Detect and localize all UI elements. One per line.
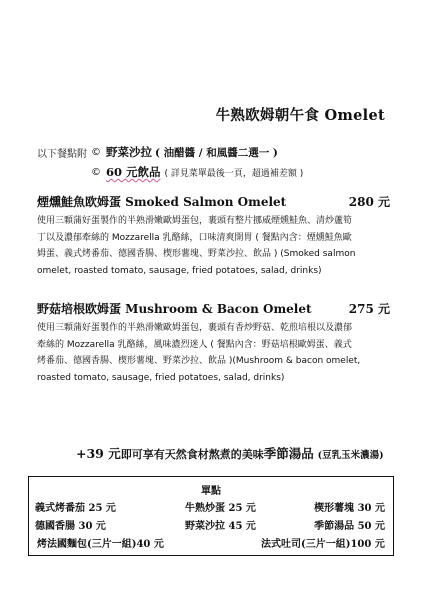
- bullet-mark-icon: ©: [91, 146, 101, 158]
- dish-price: 280 元: [348, 194, 390, 209]
- a-la-carte-box: [28, 476, 394, 556]
- dish-description: 使用三顆蒲好蛋製作的半熟滑嫩歐姆蛋包，裹頭有香炒野菇、乾煎培根以及濃郁 牽絲的 Mozzarella 乳酪絲，風味濃烈迷人 ( 餐點內含：野菇培根歐姆蛋、義式 烤番茄、德國香腸、楔形薯塊、野菜沙拉、飲品 )(Mushroom & bacon omelet, roasted tomato, sausage, fried potatoes, salad, drinks): [37, 323, 361, 383]
- soup-upgrade-price: +39 元: [76, 446, 121, 461]
- soup-upgrade-flavor: (豆乳玉米濃湯): [317, 450, 384, 461]
- included-salad: 野菜沙拉: [106, 145, 152, 159]
- page-title: 牛熟欧姆朝午食 Omelet: [215, 107, 385, 124]
- a-la-carte-item: 季節湯品 50 元: [314, 521, 385, 532]
- soup-upgrade-note: +39 元即可享有天然食材熬煮的美味季節湯品 (豆乳玉米濃湯): [76, 446, 384, 461]
- dish-price: 275 元: [348, 301, 390, 316]
- included-label: 以下餐點附: [37, 148, 87, 160]
- soup-upgrade-highlight: 季節湯品: [263, 446, 314, 461]
- dish-smoked-salmon: [37, 190, 390, 279]
- a-la-carte-title: 單點: [201, 486, 221, 497]
- a-la-carte-item: 法式吐司(三片一組)100 元: [261, 539, 385, 550]
- a-la-carte-item: 牛熟炒蛋 25 元: [185, 503, 256, 514]
- included-drink: 60 元飲品: [106, 165, 161, 179]
- included-drink-note: ( 詳見菜單最後一頁，超過補差額 ): [164, 168, 304, 179]
- a-la-carte-item: 楔形薯塊 30 元: [314, 503, 385, 514]
- a-la-carte-item: 野菜沙拉 45 元: [185, 521, 256, 532]
- a-la-carte-item: 烤法國麵包(三片一組)40 元: [37, 539, 164, 550]
- dish-description: 使用三顆蒲好蛋製作的半熟滑嫩歐姆蛋包，裹頭有整片挪威煙燻鮭魚、清炒蘆筍 丁以及濃郁牽絲的 Mozzarella 乳酪絲，口味清爽開胃 ( 餐點內含：煙燻鮭魚歐 姆蛋、義式烤番茄、德國香腸、楔形薯塊、野菜沙拉、飲品 ) (Smoked salmon omelet, roasted tomato, sausage, fried potatoes, salad, drinks): [37, 216, 356, 276]
- a-la-carte-item: 義式烤番茄 25 元: [35, 503, 116, 514]
- dish-mushroom-bacon: [37, 297, 390, 386]
- included-salad-dressing: ( 油醋醬 / 和風醬二選一 ): [155, 146, 278, 159]
- included-items: [37, 142, 303, 182]
- dish-name: 煙燻鮭魚欧姆蛋 Smoked Salmon Omelet: [37, 194, 287, 209]
- a-la-carte-item: 德國香腸 30 元: [35, 521, 106, 532]
- dish-name: 野菇培根欧姆蛋 Mushroom & Bacon Omelet: [37, 301, 312, 316]
- bullet-mark-icon: ©: [91, 166, 101, 178]
